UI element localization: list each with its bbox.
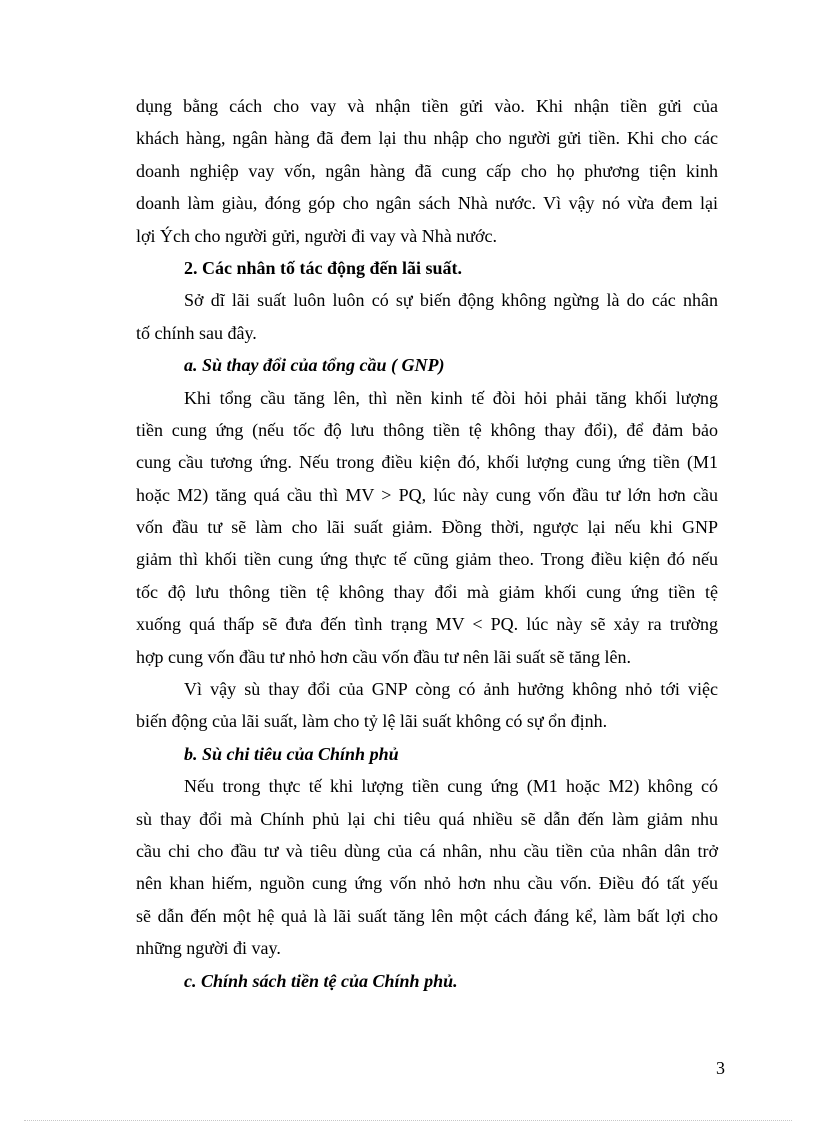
text-line: tiền cung ứng (nếu tốc độ lưu thông tiền tệ không thay đổi), để đảm bảo bbox=[136, 419, 718, 440]
text-line: doanh nghiệp vay vốn, ngân hàng đã cung cấp cho họ phương tiện kinh bbox=[136, 160, 718, 181]
text-line: giảm thì khối tiền cung ứng thực tế cũng giảm theo. Trong điều kiện đó nếu bbox=[136, 549, 718, 570]
footer-divider bbox=[24, 1120, 792, 1121]
subsection-heading: a. Sù thay đổi của tổng cầu ( GNP) bbox=[184, 355, 445, 376]
text-line: hợp cung vốn đầu tư nhỏ hơn cầu vốn đầu tư nên lãi suất sẽ tăng lên. bbox=[136, 646, 631, 667]
page-number: 3 bbox=[716, 1058, 725, 1078]
text-line: khách hàng, ngân hàng đã đem lại thu nhập cho người gửi tiền. Khi cho các bbox=[136, 128, 718, 149]
text-line: Nếu trong thực tế khi lượng tiền cung ứng (M1 hoặc M2) không có bbox=[184, 776, 718, 797]
text-line: vốn đầu tư sẽ làm cho lãi suất giảm. Đồng thời, ngược lại nếu khi GNP bbox=[136, 517, 718, 538]
text-line: Khi tổng cầu tăng lên, thì nền kinh tế đòi hỏi phải tăng khối lượng bbox=[184, 387, 718, 408]
text-line: lợi Ých cho người gửi, người đi vay và Nhà nước. bbox=[136, 225, 498, 246]
subsection-heading: c. Chính sách tiền tệ của Chính phủ. bbox=[184, 970, 458, 991]
text-line: tố chính sau đây. bbox=[136, 322, 257, 343]
text-line: những người đi vay. bbox=[136, 938, 281, 959]
text-line: dụng bằng cách cho vay và nhận tiền gửi vào. Khi nhận tiền gửi của bbox=[136, 96, 718, 116]
subsection-heading: b. Sù chi tiêu của Chính phủ bbox=[184, 743, 399, 764]
text-line: biến động của lãi suất, làm cho tỷ lệ lãi suất không có sự ổn định. bbox=[136, 711, 608, 732]
text-line: Sở dĩ lãi suất luôn luôn có sự biến động không ngừng là do các nhân bbox=[184, 290, 718, 311]
body-text bbox=[136, 90, 718, 997]
text-line: tốc độ lưu thông tiền tệ không thay đổi mà giảm khối cung ứng tiền tệ bbox=[136, 581, 718, 602]
section-heading: 2. Các nhân tố tác động đến lãi suất. bbox=[184, 257, 463, 278]
text-line: nên khan hiếm, nguồn cung ứng vốn nhỏ hơn nhu cầu vốn. Điều đó tất yếu bbox=[136, 873, 718, 894]
text-line: xuống quá thấp sẽ đưa đến tình trạng MV < PQ. lúc này sẽ xảy ra trường bbox=[136, 614, 718, 635]
text-line: doanh làm giàu, đóng góp cho ngân sách Nhà nước. Vì vậy nó vừa đem lại bbox=[136, 193, 718, 214]
text-line: cung cầu tương ứng. Nếu trong điều kiện đó, khối lượng cung ứng tiền (M1 bbox=[136, 452, 718, 473]
text-line: sù thay đổi mà Chính phủ lại chi tiêu quá nhiều sẽ dẫn đến làm giảm nhu bbox=[136, 808, 718, 829]
text-line: Vì vậy sù thay đổi của GNP còng có ảnh hưởng không nhỏ tới việc bbox=[184, 679, 718, 700]
text-line: cầu chi cho đầu tư và tiêu dùng của cá nhân, nhu cầu tiền của nhân dân trở bbox=[136, 840, 718, 861]
text-line: hoặc M2) tăng quá cầu thì MV > PQ, lúc này cung vốn đầu tư lớn hơn cầu bbox=[136, 484, 718, 505]
text-line: sẽ dẫn đến một hệ quả là lãi suất tăng lên một cách đáng kể, làm bất lợi cho bbox=[136, 905, 718, 926]
